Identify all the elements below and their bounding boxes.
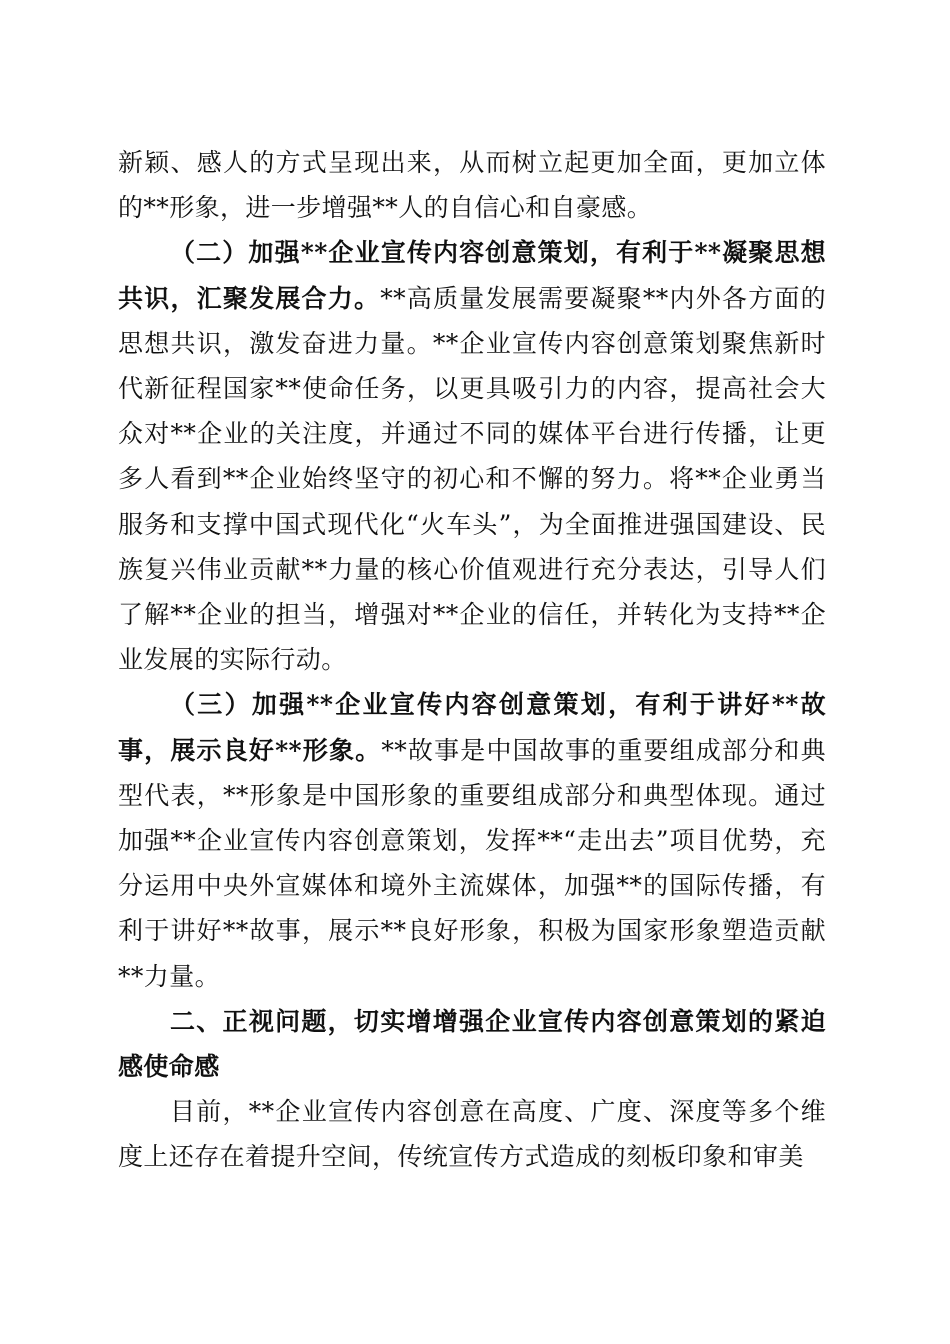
paragraph-continuation: 新颖、感人的方式呈现出来，从而树立起更加全面，更加立体的**形象，进一步增强**人的自信心和自豪感。 bbox=[118, 148, 826, 223]
section-heading-2: 二、正视问题，切实增增强企业宣传内容创意策划的紧迫感使命感 bbox=[118, 1006, 826, 1082]
paragraph-3 bbox=[118, 682, 826, 998]
paragraph-4: 目前，**企业宣传内容创意在高度、广度、深度等多个维度上还存在着提升空间，传统宣传方式造成的刻板印象和审美 bbox=[118, 1097, 826, 1172]
paragraph-2-text: **高质量发展需要凝聚**内外各方面的思想共识，激发奋进力量。**企业宣传内容创意策划聚焦新时代新征程国家**使命任务，以更具吸引力的内容，提高社会大众对**企业的关注度，并通过不同的媒体平台进行传播，让更多人看到**企业始终坚守的初心和不懈的努力。将**企业勇当服务和支撑中国式现代化“火车头”，为全面推进强国建设、民族复兴伟业贡献**力量的核心价值观进行充分表达，引导人们了解**企业的担当，增强对**企业的信任，并转化为支持**企业发展的实际行动。 bbox=[118, 283, 826, 675]
paragraph-2-lead: （二）加强**企业宣传内容创意策划，有利于**凝聚思想共识，汇聚发展合力。 bbox=[118, 238, 826, 313]
paragraph-3-lead: （三）加强**企业宣传内容创意策划，有利于讲好**故事，展示良好**形象。 bbox=[118, 690, 826, 765]
paragraph-3-text: **故事是中国故事的重要组成部分和典型代表，**形象是中国形象的重要组成部分和典型体现。通过加强**企业宣传内容创意策划，发挥**“走出去”项目优势，充分运用中央外宣媒体和境外主流媒体，加强**的国际传播，有利于讲好**故事，展示**良好形象，积极为国家形象塑造贡献**力量。 bbox=[118, 735, 826, 991]
document-body bbox=[118, 140, 826, 1180]
paragraph-2 bbox=[118, 230, 826, 682]
